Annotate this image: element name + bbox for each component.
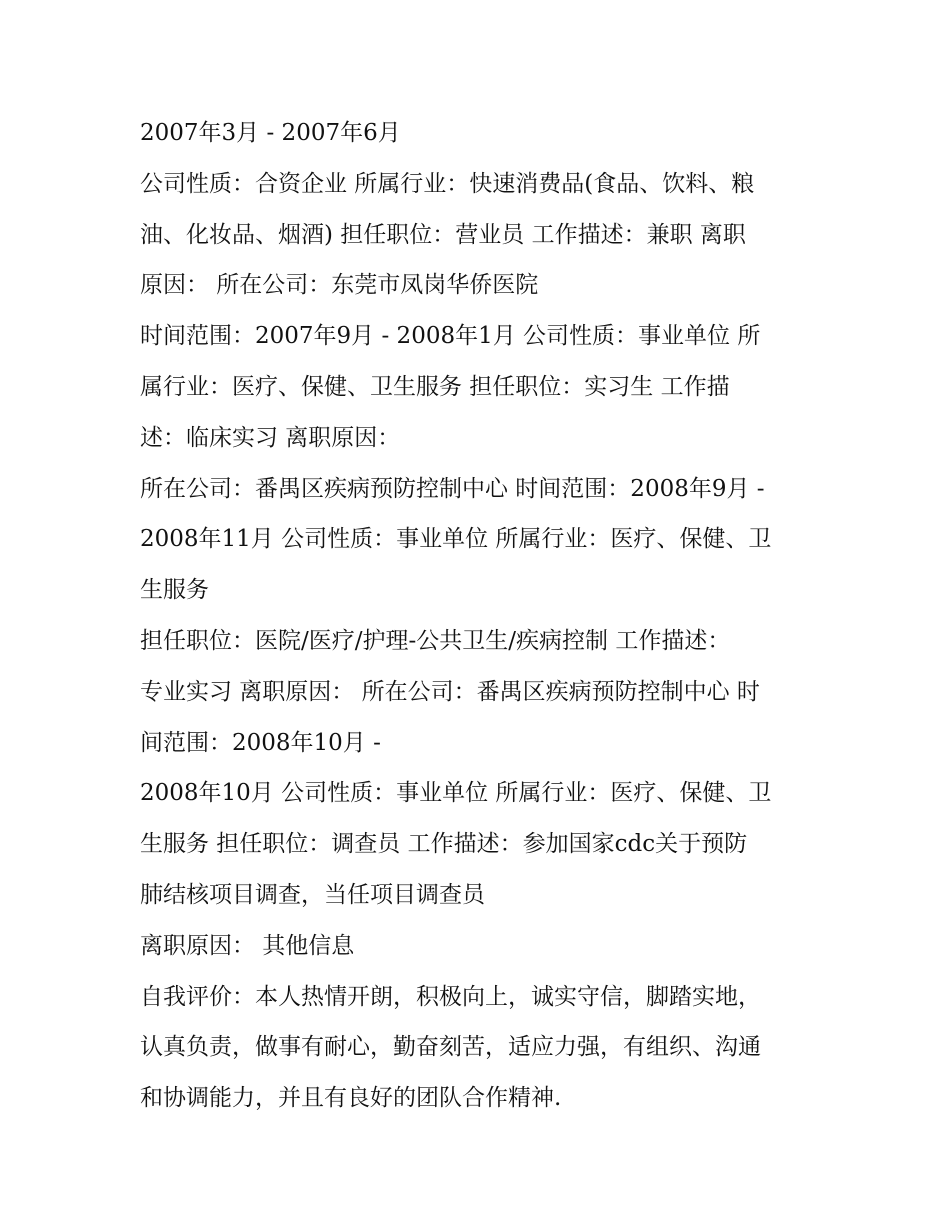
text-line: 离职原因： 其他信息 bbox=[140, 932, 355, 959]
text-line: 2008年10月 公司性质：事业单位 所属行业：医疗、保健、卫 bbox=[140, 780, 772, 807]
text-line: 公司性质：合资企业 所属行业：快速消费品(食品、饮料、粮 bbox=[140, 170, 755, 197]
text-line: 认真负责，做事有耐心，勤奋刻苦，适应力强，有组织、沟通 bbox=[140, 1034, 761, 1061]
text-line: 肺结核项目调查，当任项目调查员 bbox=[140, 881, 485, 908]
resume-text-block bbox=[140, 108, 830, 1124]
text-line: 担任职位：医院/医疗/护理-公共卫生/疾病控制 工作描述： bbox=[140, 627, 731, 654]
text-line: 间范围：2008年10月 - bbox=[140, 729, 381, 756]
text-line: 时间范围：2007年9月 - 2008年1月 公司性质：事业单位 所 bbox=[140, 323, 761, 350]
text-line: 2008年11月 公司性质：事业单位 所属行业：医疗、保健、卫 bbox=[140, 526, 772, 553]
text-line: 属行业：医疗、保健、卫生服务 担任职位：实习生 工作描 bbox=[140, 373, 730, 400]
text-line: 自我评价：本人热情开朗，积极向上，诚实守信，脚踏实地， bbox=[140, 983, 761, 1010]
text-line: 述：临床实习 离职原因： bbox=[140, 424, 401, 451]
text-line: 生服务 担任职位：调查员 工作描述：参加国家cdc关于预防 bbox=[140, 831, 748, 858]
text-line: 油、化妆品、烟酒) 担任职位：营业员 工作描述：兼职 离职 bbox=[140, 221, 746, 248]
text-line: 和协调能力，并且有良好的团队合作精神. bbox=[140, 1085, 562, 1112]
text-line: 生服务 bbox=[140, 577, 209, 604]
text-line: 所在公司：番禺区疾病预防控制中心 时间范围：2008年9月 - bbox=[140, 475, 765, 502]
text-line: 原因： 所在公司：东莞市凤岗华侨医院 bbox=[140, 272, 539, 299]
text-line: 专业实习 离职原因： 所在公司：番禺区疾病预防控制中心 时 bbox=[140, 678, 760, 705]
text-line: 2007年3月 - 2007年6月 bbox=[140, 120, 401, 146]
